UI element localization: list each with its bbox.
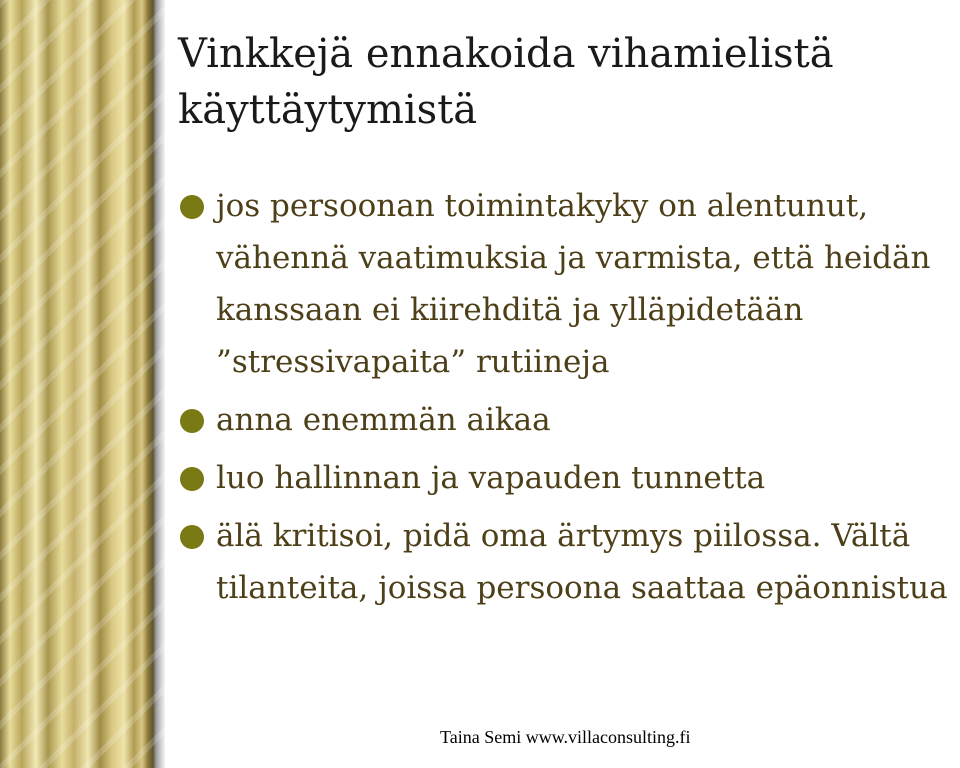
bullet-item: [178, 452, 948, 504]
bullet-text: anna enemmän aikaa: [216, 402, 551, 438]
bullet-item: [178, 180, 948, 388]
bullet-item: [178, 510, 948, 614]
bullet-dot-icon: [180, 467, 204, 491]
bullet-text: älä kritisoi, pidä oma ärtymys piilossa. Vältä tilanteita, joissa persoona saattaa epäonnistua: [216, 518, 948, 606]
bullet-text: luo hallinnan ja vapauden tunnetta: [216, 460, 766, 496]
gold-column-decoration: [0, 0, 165, 768]
bullet-dot-icon: [180, 525, 204, 549]
bullet-dot-icon: [180, 409, 204, 433]
slide-title: Vinkkejä ennakoida vihamielistä käyttäytymistä: [178, 31, 834, 133]
footer-credit: Taina Semi www.villaconsulting.fi: [440, 727, 691, 747]
bullet-list: [178, 180, 948, 620]
bullet-text: jos persoonan toimintakyky on alentunut, vähennä vaatimuksia ja varmista, että heidän kanssaan ei kiirehditä ja ylläpidetään ”stressivapaita” rutiineja: [216, 188, 931, 380]
bullet-item: [178, 394, 948, 446]
bullet-dot-icon: [180, 195, 204, 219]
